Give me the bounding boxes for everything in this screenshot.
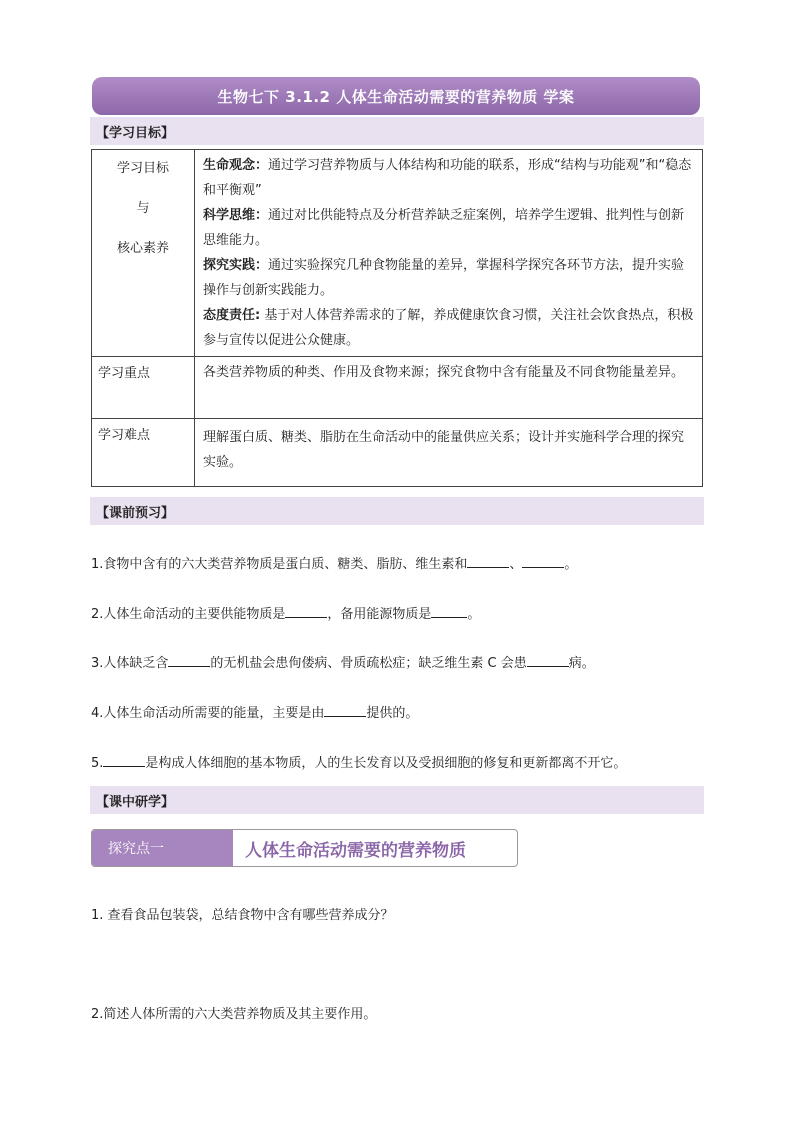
key-points-label: 学习重点 xyxy=(92,357,195,419)
goal-term: 态度责任: xyxy=(203,308,261,323)
explore-point-tag: 探究点一 xyxy=(92,830,233,866)
inclass-question-2: 2.简述人体所需的六大类营养物质及其主要作用。 xyxy=(91,1007,377,1022)
inclass-question-1: 1. 查看食品包装袋，总结食物中含有哪些营养成分？ xyxy=(91,908,394,923)
question-text: 5. xyxy=(91,756,104,771)
goals-label-line: 学习目标 xyxy=(116,161,169,176)
question-text: 。 xyxy=(564,557,578,572)
goal-text: 基于对人体营养需求的了解，养成健康饮食习惯，关注社会饮食热点，积极参与宣传以促进公众健康。 xyxy=(203,308,694,348)
question-text: 2.人体生命活动的主要供能物质是 xyxy=(91,607,286,622)
explore-point-header xyxy=(91,829,518,867)
preview-question-4 xyxy=(91,702,418,721)
goals-label-line: 与 xyxy=(136,201,150,216)
answer-blank[interactable] xyxy=(103,754,145,767)
page-title: 生物七下 3.1.2 人体生命活动需要的营养物质 学案 xyxy=(92,77,700,115)
answer-blank[interactable] xyxy=(285,605,327,618)
section-in-class: 【课中研学】 xyxy=(90,786,704,814)
preview-question-1 xyxy=(91,553,577,572)
question-text: 3.人体缺乏含 xyxy=(91,656,169,671)
answer-blank[interactable] xyxy=(467,555,509,568)
goals-label-cell xyxy=(92,150,195,357)
table-row xyxy=(92,419,703,487)
key-points-text: 各类营养物质的种类、作用及食物来源；探究食物中含有能量及不同食物能量差异。 xyxy=(195,357,703,419)
answer-blank[interactable] xyxy=(522,555,564,568)
question-text: 4.人体生命活动所需要的能量，主要是由 xyxy=(91,706,325,721)
question-text: 、 xyxy=(509,557,523,572)
table-row xyxy=(92,150,703,357)
answer-blank[interactable] xyxy=(527,654,569,667)
goal-item xyxy=(203,203,694,253)
goal-item xyxy=(203,253,694,303)
question-text: 1.食物中含有的六大类营养物质是蛋白质、糖类、脂肪、维生素和 xyxy=(91,557,468,572)
answer-blank[interactable] xyxy=(324,704,366,717)
goal-term: 探究实践： xyxy=(203,258,269,273)
section-learning-goals: 【学习目标】 xyxy=(90,117,704,145)
preview-question-2 xyxy=(91,603,480,622)
goal-item xyxy=(203,153,694,203)
learning-goals-table xyxy=(91,149,703,487)
preview-question-3 xyxy=(91,652,595,671)
goal-item xyxy=(203,303,694,353)
question-text: ，备用能源物质是 xyxy=(327,607,432,622)
question-text: 提供的。 xyxy=(366,706,419,721)
answer-blank[interactable] xyxy=(431,605,467,618)
explore-point-title: 人体生命活动需要的营养物质 xyxy=(245,840,466,861)
difficulties-label: 学习难点 xyxy=(92,419,195,487)
goals-label-line: 核心素养 xyxy=(116,241,169,256)
goal-term: 科学思维： xyxy=(203,208,269,223)
goals-content-cell xyxy=(195,150,703,357)
question-text: 是构成人体细胞的基本物质，人的生长发育以及受损细胞的修复和更新都离不开它。 xyxy=(145,756,627,771)
goal-text: 通过对比供能特点及分析营养缺乏症案例，培养学生逻辑、批判性与创新思维能力。 xyxy=(203,208,685,248)
answer-blank[interactable] xyxy=(168,654,210,667)
goal-text: 通过学习营养物质与人体结构和功能的联系，形成“结构与功能观”和“稳态和平衡观” xyxy=(203,158,692,198)
preview-question-5 xyxy=(91,752,626,771)
difficulties-text: 理解蛋白质、糖类、脂肪在生命活动中的能量供应关系；设计并实施科学合理的探究实验。 xyxy=(195,419,703,487)
section-preview: 【课前预习】 xyxy=(90,497,704,525)
question-text: 。 xyxy=(467,607,481,622)
question-text: 的无机盐会患佝偻病、骨质疏松症；缺乏维生素 C 会患 xyxy=(210,656,527,671)
table-row xyxy=(92,357,703,419)
goal-term: 生命观念： xyxy=(203,158,269,173)
goal-text: 通过实验探究几种食物能量的差异，掌握科学探究各环节方法，提升实验操作与创新实践能力。 xyxy=(203,258,685,298)
question-text: 病。 xyxy=(568,656,595,671)
